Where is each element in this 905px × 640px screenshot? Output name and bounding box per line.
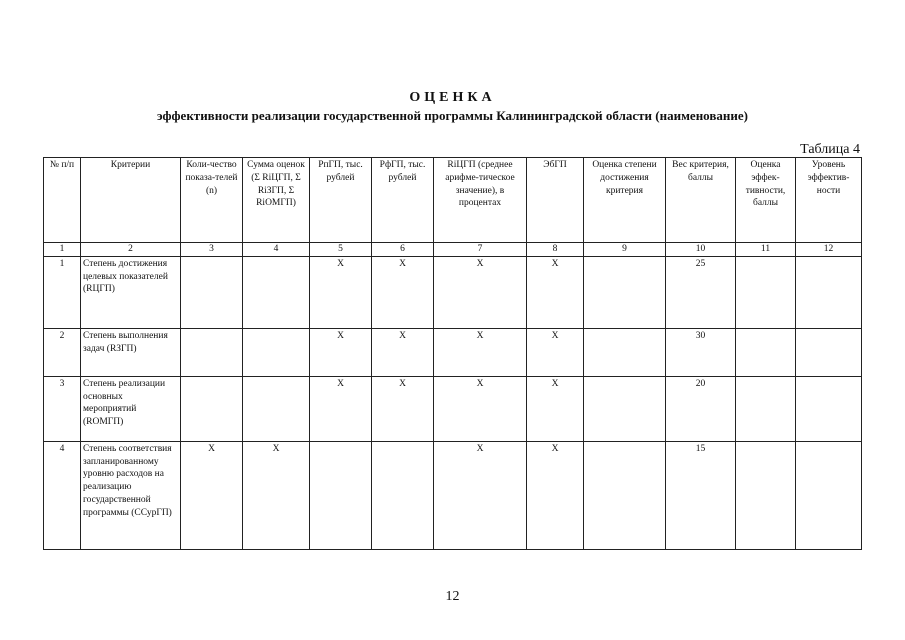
column-number-row: [44, 243, 862, 257]
average-percent-cell: Х: [434, 328, 527, 376]
criterion-name: Степень реализации основных мероприятий (RОМГП): [81, 376, 181, 441]
column-header: Оценка степени достижения критерия: [584, 158, 666, 243]
column-number: 8: [527, 243, 584, 257]
average-percent-cell: Х: [434, 376, 527, 441]
average-percent-cell: Х: [434, 256, 527, 328]
efficiency-level-cell: [796, 376, 862, 441]
score-sum-cell: Х: [243, 441, 310, 549]
table-caption: Таблица 4: [800, 142, 860, 157]
criterion-weight-cell: 15: [666, 441, 736, 549]
column-number: 9: [584, 243, 666, 257]
evaluation-table: [43, 157, 862, 550]
budget-efficiency-cell: Х: [527, 441, 584, 549]
criterion-name: Степень соответствия запланированному уровню расходов на реализацию государственной программы (ССурГП): [81, 441, 181, 549]
achievement-score-cell: [584, 376, 666, 441]
table-row: [44, 441, 862, 549]
column-header: Уровень эффектив-ности: [796, 158, 862, 243]
actual-expense-cell: Х: [372, 376, 434, 441]
row-number: 3: [44, 376, 81, 441]
column-number: 10: [666, 243, 736, 257]
criterion-name: Степень выполнения задач (RЗГП): [81, 328, 181, 376]
criterion-name: Степень достижения целевых показателей (RЦГП): [81, 256, 181, 328]
indicator-count-cell: Х: [181, 441, 243, 549]
efficiency-level-cell: [796, 441, 862, 549]
column-header: ЭбГП: [527, 158, 584, 243]
budget-efficiency-cell: Х: [527, 328, 584, 376]
table-row: [44, 256, 862, 328]
column-number: 2: [81, 243, 181, 257]
budget-efficiency-cell: Х: [527, 376, 584, 441]
column-number: 3: [181, 243, 243, 257]
column-header: Вес критерия, баллы: [666, 158, 736, 243]
column-number: 12: [796, 243, 862, 257]
column-number: 5: [310, 243, 372, 257]
table-row: [44, 328, 862, 376]
criterion-weight-cell: 30: [666, 328, 736, 376]
budget-efficiency-cell: Х: [527, 256, 584, 328]
column-number: 1: [44, 243, 81, 257]
efficiency-level-cell: [796, 328, 862, 376]
indicator-count-cell: [181, 328, 243, 376]
planned-expense-cell: Х: [310, 256, 372, 328]
column-header: RiЦГП (среднее арифме-тическое значение), в процентах: [434, 158, 527, 243]
criterion-weight-cell: 25: [666, 256, 736, 328]
score-sum-cell: [243, 256, 310, 328]
column-number: 6: [372, 243, 434, 257]
score-sum-cell: [243, 328, 310, 376]
table-row: [44, 376, 862, 441]
efficiency-score-cell: [736, 328, 796, 376]
row-number: 1: [44, 256, 81, 328]
planned-expense-cell: [310, 441, 372, 549]
efficiency-score-cell: [736, 376, 796, 441]
column-header: РпГП, тыс. рублей: [310, 158, 372, 243]
column-number: 7: [434, 243, 527, 257]
page-number: 12: [445, 589, 460, 604]
document-title: ОЦЕНКА: [409, 90, 496, 105]
row-number: 2: [44, 328, 81, 376]
planned-expense-cell: Х: [310, 376, 372, 441]
indicator-count-cell: [181, 376, 243, 441]
column-number: 4: [243, 243, 310, 257]
achievement-score-cell: [584, 328, 666, 376]
criterion-weight-cell: 20: [666, 376, 736, 441]
average-percent-cell: Х: [434, 441, 527, 549]
column-header: Критерии: [81, 158, 181, 243]
achievement-score-cell: [584, 441, 666, 549]
achievement-score-cell: [584, 256, 666, 328]
document-subtitle: эффективности реализации государственной программы Калининградской области (наименование): [157, 108, 748, 123]
actual-expense-cell: [372, 441, 434, 549]
score-sum-cell: [243, 376, 310, 441]
column-number: 11: [736, 243, 796, 257]
column-header: № п/п: [44, 158, 81, 243]
column-header: Оценка эффек-тивности, баллы: [736, 158, 796, 243]
planned-expense-cell: Х: [310, 328, 372, 376]
column-header: РфГП, тыс. рублей: [372, 158, 434, 243]
actual-expense-cell: Х: [372, 256, 434, 328]
efficiency-level-cell: [796, 256, 862, 328]
efficiency-score-cell: [736, 441, 796, 549]
table-header-row: [44, 158, 862, 243]
efficiency-score-cell: [736, 256, 796, 328]
column-header: Коли-чество показа-телей (n): [181, 158, 243, 243]
indicator-count-cell: [181, 256, 243, 328]
column-header: Сумма оценок (Σ RiЦГП, Σ RiЗГП, Σ RiОМГП): [243, 158, 310, 243]
actual-expense-cell: Х: [372, 328, 434, 376]
row-number: 4: [44, 441, 81, 549]
